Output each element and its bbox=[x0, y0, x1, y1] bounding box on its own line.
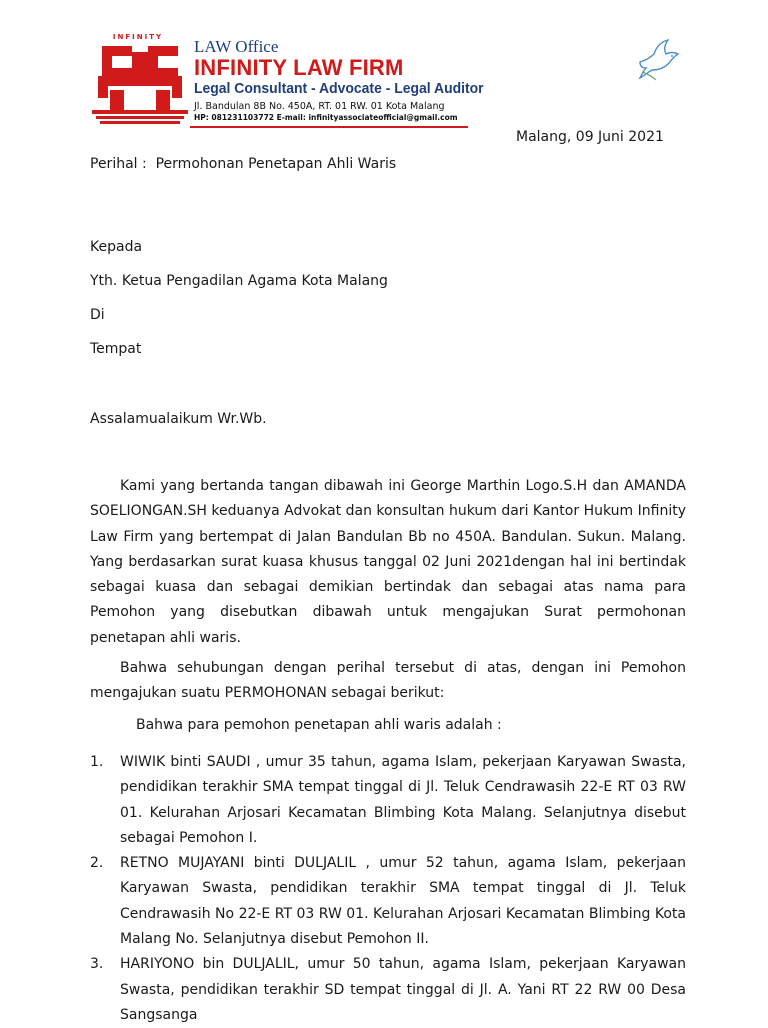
letterhead-text bbox=[194, 38, 505, 123]
firm-name: INFINITY LAW FIRM bbox=[194, 55, 404, 80]
list-item bbox=[90, 952, 686, 1028]
list-item-text: HARIYONO bin DULJALIL, umur 50 tahun, agama Islam, pekerjaan Karyawan Swasta, pendidikan terakhir SD tempat tinggal di Jl. A. Yani RT 22 RW 00 Desa Sangsanga bbox=[120, 956, 686, 1023]
paragraph-intro: Kami yang bertanda tangan dibawah ini George Marthin Logo.S.H dan AMANDA SOELIONGAN.SH keduanya Advokat dan konsultan hukum dari Kantor Hukum Infinity Law Firm yang bertempat di Jalan Bandulan Bb no 450A. Bandulan. Sukun. Malang. Yang berdasarkan surat kuasa khusus tanggal 02 Juni 2021dengan hal ini bertindak sebagai kuasa dan sebagai demikian bertindak dan sebagai atas nama para Pemohon yang disebutkan dibawah untuk mengajukan Surat permohonan penetapan ahli waris. bbox=[90, 478, 686, 646]
letterhead bbox=[88, 28, 484, 130]
subject-line: Perihal : Permohonan Penetapan Ahli Waris bbox=[90, 156, 397, 172]
recipient-tempat: Tempat bbox=[90, 341, 142, 357]
paragraph-claimants-intro: Bahwa para pemohon penetapan ahli waris adalah : bbox=[136, 717, 502, 733]
list-item bbox=[90, 851, 686, 952]
list-item-text: WIWIK binti SAUDI , umur 35 tahun, agama Islam, pekerjaan Karyawan Swasta, pendidikan terakhir SMA tempat tinggal di Jl. Teluk Cendrawasih 22-E RT 03 RW 01. Kelurahan Arjosari Kecamatan Blimbing Kota Malang. Selanjutnya disebut sebagai Pemohon I. bbox=[120, 754, 686, 846]
list-item bbox=[90, 750, 686, 851]
letterhead-rule bbox=[190, 126, 468, 128]
recipient-name: Yth. Ketua Pengadilan Agama Kota Malang bbox=[90, 273, 388, 289]
logo-text: INFINITY bbox=[112, 33, 164, 41]
recipient-di: Di bbox=[90, 307, 105, 323]
firm-services: Legal Consultant - Advocate - Legal Auditor bbox=[194, 80, 484, 97]
date-line: Malang, 09 Juni 2021 bbox=[516, 129, 664, 145]
paragraph-request: Bahwa sehubungan dengan perihal tersebut di atas, dengan ini Pemohon mengajukan suatu PERMOHONAN sebagai berikut: bbox=[90, 660, 686, 702]
recipient-kepada: Kepada bbox=[90, 239, 143, 255]
dove-icon bbox=[634, 38, 686, 82]
firm-contact: HP: 081231103772 E-mail: infinityassociateofficial@gmail.com bbox=[194, 113, 458, 122]
list-item-number: 2. bbox=[90, 855, 104, 872]
list-item-text: RETNO MUJAYANI binti DULJALIL , umur 52 tahun, agama Islam, pekerjaan Karyawan Swasta, pendidikan terakhir SMA tempat tinggal di Jl. Teluk Cendrawasih No 22-E RT 03 RW 01. Kelurahan Arjosari Kecamatan Blimbing Kota Malang No. Selanjutnya disebut Pemohon II. bbox=[120, 855, 686, 948]
greeting: Assalamualaikum Wr.Wb. bbox=[90, 411, 267, 427]
list-item-number: 3. bbox=[90, 956, 104, 973]
firm-logo bbox=[88, 28, 192, 128]
claimants-list bbox=[90, 750, 686, 1028]
office-label: LAW Office bbox=[194, 37, 279, 56]
firm-address: Jl. Bandulan 8B No. 450A, RT. 01 RW. 01 Kota Malang bbox=[194, 101, 445, 112]
list-item-number: 1. bbox=[90, 754, 104, 770]
